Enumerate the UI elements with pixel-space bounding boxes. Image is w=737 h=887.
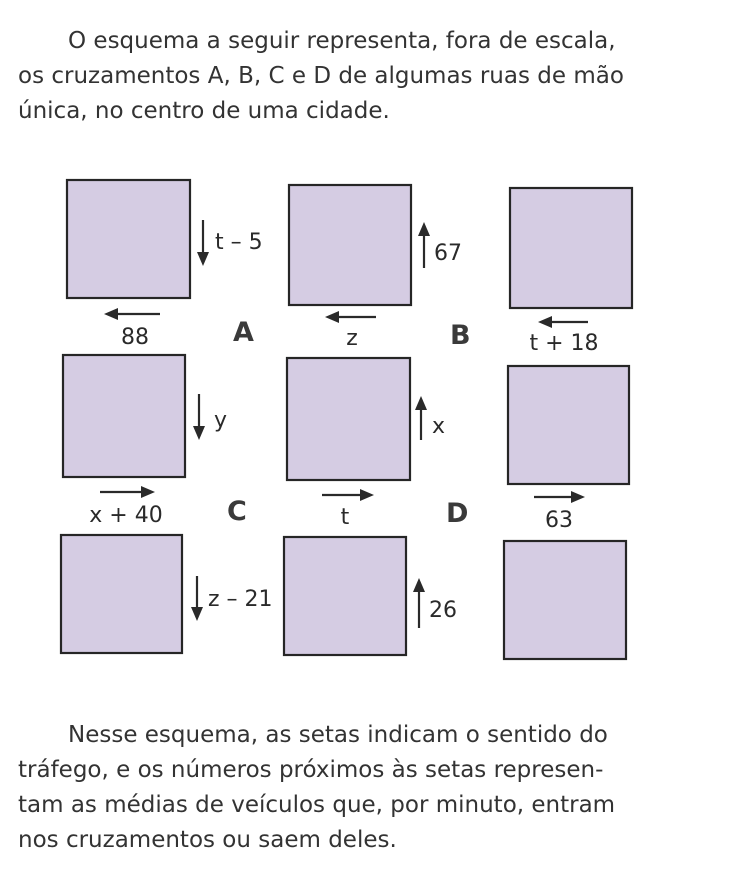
- arrow-down-icon: [197, 220, 209, 266]
- intersection-c-label: C: [227, 496, 247, 527]
- block-r3c1: [61, 535, 182, 653]
- outro-line: nos cruzamentos ou saem deles.: [18, 827, 397, 853]
- block-r3c2: [284, 537, 406, 655]
- city-blocks: [61, 180, 632, 659]
- flow-label: t + 18: [529, 331, 599, 356]
- intersection-b-label: B: [450, 320, 471, 351]
- block-r1c1: [67, 180, 190, 298]
- outro-line: tráfego, e os números próximos às setas represen-: [18, 757, 604, 783]
- block-r1c2: [289, 185, 411, 305]
- block-r2c2: [287, 358, 410, 480]
- flow-label: 67: [434, 241, 462, 266]
- arrow-right-icon: [534, 491, 585, 503]
- intro-line: única, no centro de uma cidade.: [18, 98, 390, 124]
- arrow-right-icon: [322, 489, 374, 501]
- arrow-down-icon: [191, 576, 203, 621]
- flow-label: 63: [545, 508, 573, 533]
- arrow-up-icon: [413, 578, 425, 628]
- arrow-up-icon: [418, 222, 430, 268]
- arrow-down-icon: [193, 394, 205, 440]
- block-r2c3: [508, 366, 629, 484]
- arrow-left-icon: [104, 308, 160, 320]
- block-r2c1: [63, 355, 185, 477]
- block-r3c3: [504, 541, 626, 659]
- flow-label: t – 5: [215, 230, 263, 255]
- intro-line: os cruzamentos A, B, C e D de algumas ruas de mão: [18, 63, 624, 89]
- arrow-left-icon: [538, 316, 588, 328]
- intro-line: O esquema a seguir representa, fora de escala,: [68, 28, 616, 54]
- outro-line: Nesse esquema, as setas indicam o sentido do: [68, 722, 608, 748]
- arrow-up-icon: [415, 396, 427, 440]
- flow-label: 88: [121, 325, 149, 350]
- block-r1c3: [510, 188, 632, 308]
- flow-label: z: [346, 326, 358, 351]
- flow-label: x: [432, 414, 446, 439]
- arrow-left-icon: [325, 311, 376, 323]
- flow-label: t: [340, 505, 350, 530]
- flow-label: x + 40: [89, 503, 163, 528]
- intersection-d-label: D: [446, 498, 469, 529]
- outro-line: tam as médias de veículos que, por minuto, entram: [18, 792, 616, 818]
- flow-label: z – 21: [208, 587, 273, 612]
- intersection-a-label: A: [233, 317, 254, 348]
- arrow-right-icon: [100, 486, 155, 498]
- flow-label: y: [214, 408, 228, 433]
- flow-label: 26: [429, 598, 457, 623]
- outro-paragraph: [18, 718, 698, 858]
